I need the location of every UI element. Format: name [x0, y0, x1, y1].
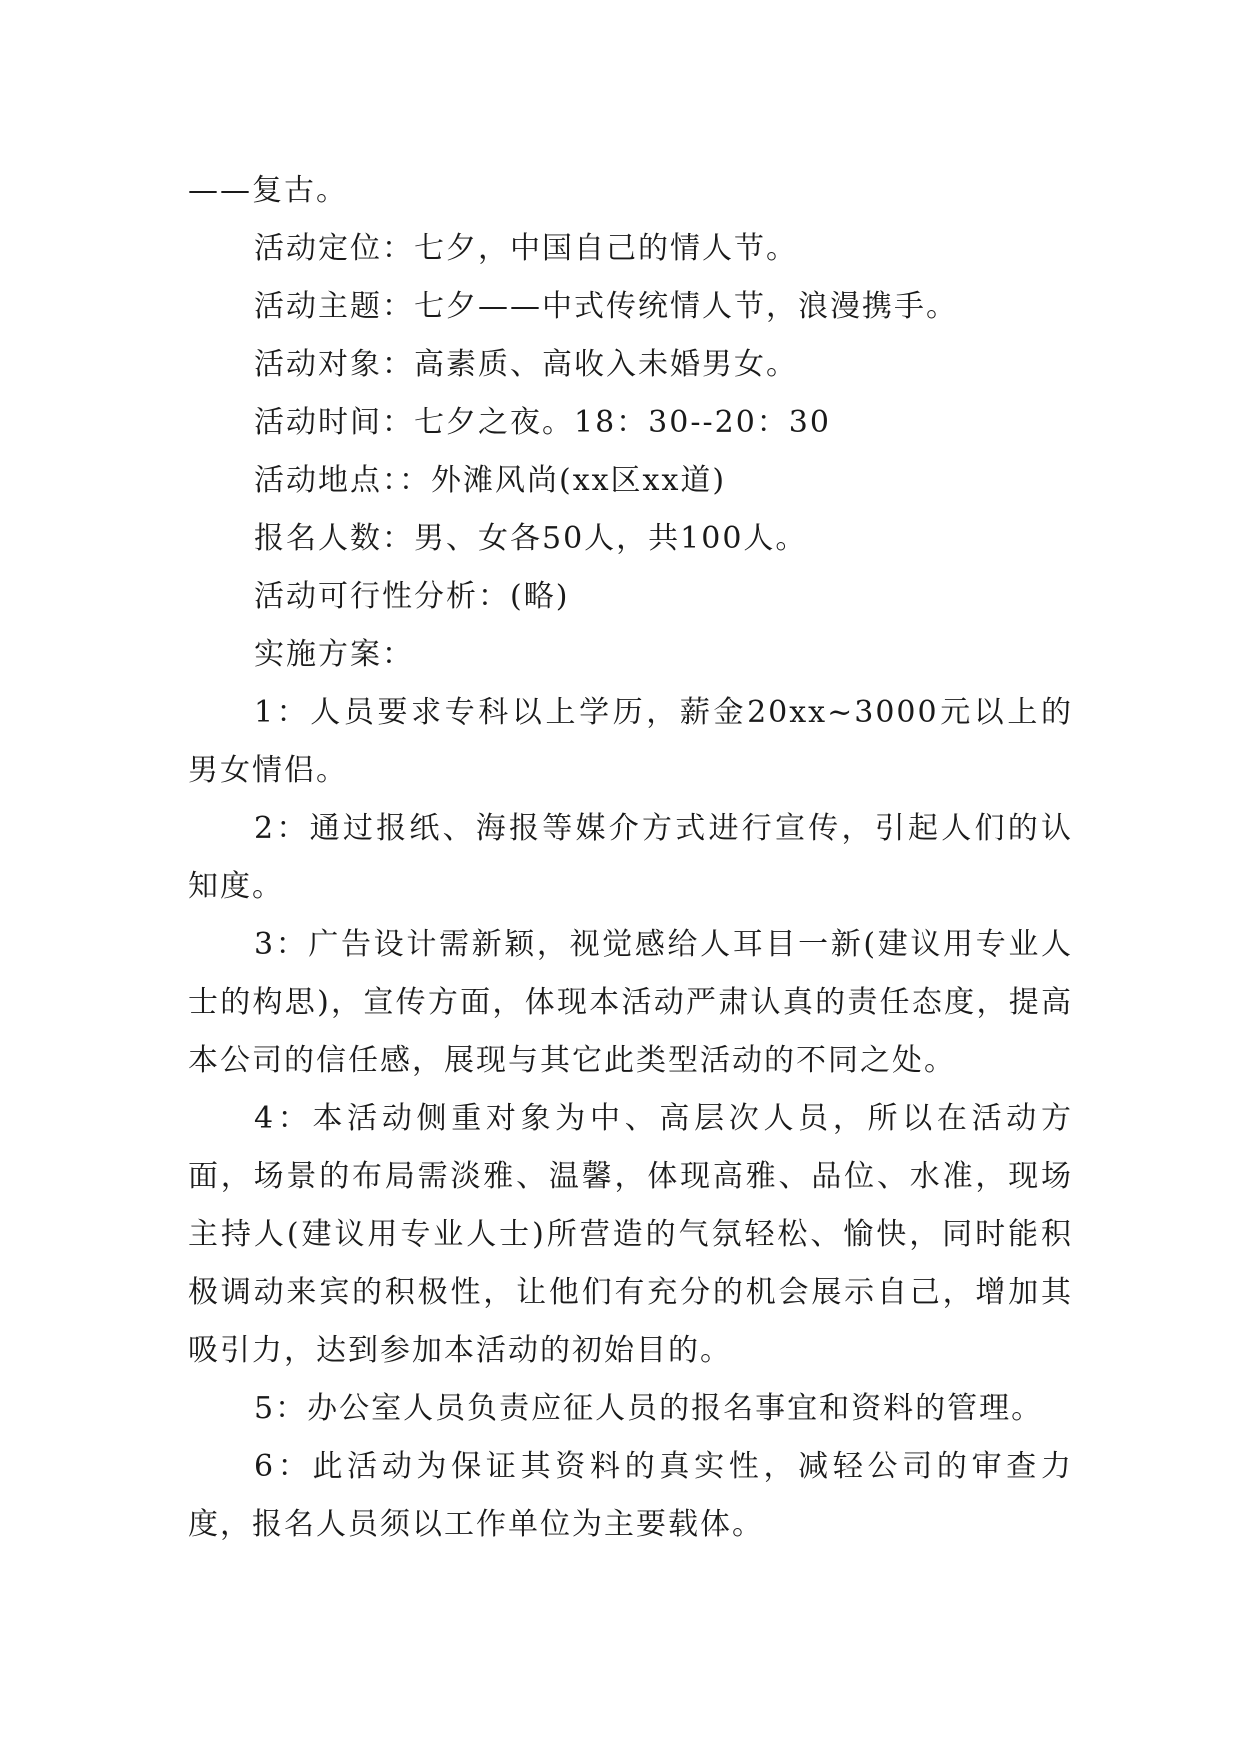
paragraph-plan-item-6: 6：此活动为保证其资料的真实性，减轻公司的审查力度，报名人员须以工作单位为主要载体。 [188, 1449, 1073, 1542]
paragraph-plan-item-5: 5：办公室人员负责应征人员的报名事宜和资料的管理。 [254, 1391, 1044, 1426]
paragraph-feasibility: 活动可行性分析：(略) [254, 579, 570, 614]
paragraph-plan-item-3: 3：广告设计需新颖，视觉感给人耳目一新(建议用专业人士的构思)，宣传方面，体现本活动严肃认真的责任态度，提高本公司的信任感，展现与其它此类型活动的不同之处。 [188, 927, 1073, 1078]
paragraph-time: 活动时间：七夕之夜。18：30--20：30 [254, 405, 831, 440]
paragraph-audience: 活动对象：高素质、高收入未婚男女。 [254, 347, 798, 382]
paragraph-headcount: 报名人数：男、女各50人，共100人。 [254, 521, 808, 556]
paragraph-plan-item-4: 4：本活动侧重对象为中、高层次人员，所以在活动方面，场景的布局需淡雅、温馨，体现高雅、品位、水准，现场主持人(建议用专业人士)所营造的气氛轻松、愉快，同时能积极调动来宾的积极性，让他们有充分的机会展示自己，增加其吸引力，达到参加本活动的初始目的。 [188, 1101, 1073, 1368]
document-body [188, 162, 1073, 1554]
paragraph-intro: ——复古。 [188, 173, 348, 208]
paragraph-plan-heading: 实施方案： [254, 637, 414, 672]
paragraph-location: 活动地点：：外滩风尚(xx区xx道) [254, 463, 727, 498]
paragraph-theme: 活动主题：七夕——中式传统情人节，浪漫携手。 [254, 289, 958, 324]
paragraph-positioning: 活动定位：七夕，中国自己的情人节。 [254, 231, 798, 266]
paragraph-plan-item-2: 2：通过报纸、海报等媒介方式进行宣传，引起人们的认知度。 [188, 811, 1073, 904]
paragraph-plan-item-1: 1：人员要求专科以上学历，薪金20xx~3000元以上的男女情侣。 [188, 695, 1073, 788]
